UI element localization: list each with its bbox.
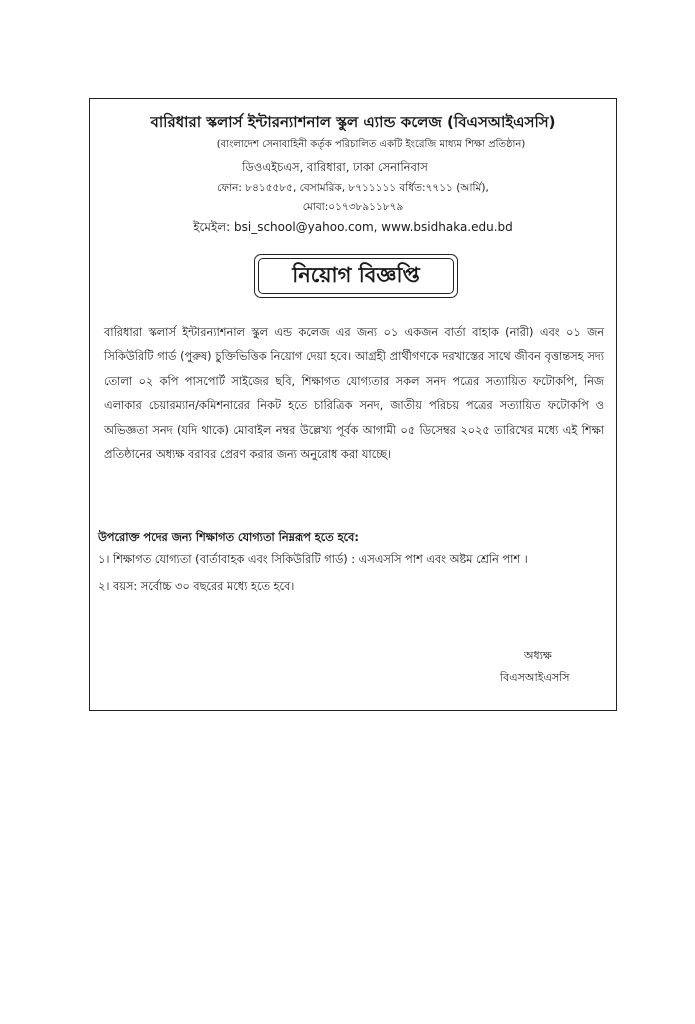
notice-frame [89,98,617,711]
institution-email: ইমেইল: bsi_school@yahoo.com, www.bsidhaka.edu.bd [193,220,513,234]
institution-mobile: মোবা:০১৭৩৮৯১১৮৭৯ [302,201,404,213]
notice-title: নিয়োগ বিজ্ঞপ্তি [292,262,420,287]
notice-title-box [254,254,458,298]
signatory-title: অধ্যক্ষ [524,649,552,662]
institution-address: ডিওএইচএস, বারিধারা, ঢাকা সেনানিবাস [242,160,428,174]
requirement-item: ১। শিক্ষাগত যোগ্যতা (বার্তাবাহক এবং সিকিউরিটি গার্ড) : এসএসসি পাশ এবং অষ্টম শ্রেনি পাশ । [98,553,528,566]
requirement-item: ২। বয়স: সর্বোচ্চ ৩০ বছরের মধ্যে হতে হবে। [98,580,295,593]
institution-name: বারিধারা স্কলার্স ইন্টারন্যাশনাল স্কুল এ্যান্ড কলেজ (বিএসআইএসসি) [150,113,556,131]
institution-phone: ফোন: ৮৪১৫৫৮৫, বেসামরিক, ৮৭১১১১১ বর্ধিত:৭৭১১ (আর্মি), [217,182,489,194]
notice-body-paragraph: বারিধারা স্কলার্স ইন্টারন্যাশনাল স্কুল এন্ড কলেজ এর জন্য ০১ একজন বার্তা বাহাক (নারী) এবং ০১ জন সিকিউরিটি গার্ড (পুরুষ) চুক্তিভিত্তিক নিয়োগ দেয়া হবে। আগ্রহী প্রার্থীগণকে দরখাস্তের সাথে জীবন বৃত্তান্তসহ সদ্য তোলা ০২ কপি পাসপোর্ট সাইজের ছবি, শিক্ষাগত যোগ্যতার সকল সনদ পত্রের সত্যায়িত ফটোকপি, নিজ এলাকার চেয়ারম্যান/কমিশনারের নিকট হতে চারিত্রিক সনদ, জাতীয় পরিচয় পত্রের সত্যায়িত ফটোকপি ও অভিজ্ঞতা সনদ (যদি থাকে) মোবাইল নম্বর উল্লেখ্য পূর্বক আগামী ০৫ ডিসেম্বর ২০২৫ তারিখের মধ্যে এই শিক্ষা প্রতিষ্ঠানের অধ্যক্ষ বরাবর প্রেরণ করার জন্য অনুরোধ করা যাচ্ছে। [104,326,604,462]
requirements-heading: উপরোক্ত পদের জন্য শিক্ষাগত যোগ্যতা নিম্নরূপ হতে হবে: [98,531,359,544]
signatory-organization: বিএসআইএসসি [500,671,570,684]
institution-subtitle: (বাংলাদেশ সেনাবাহিনী কর্তৃক পরিচালিত একটি ইংরেজি মাধ্যম শিক্ষা প্রতিষ্ঠান) [216,139,526,150]
